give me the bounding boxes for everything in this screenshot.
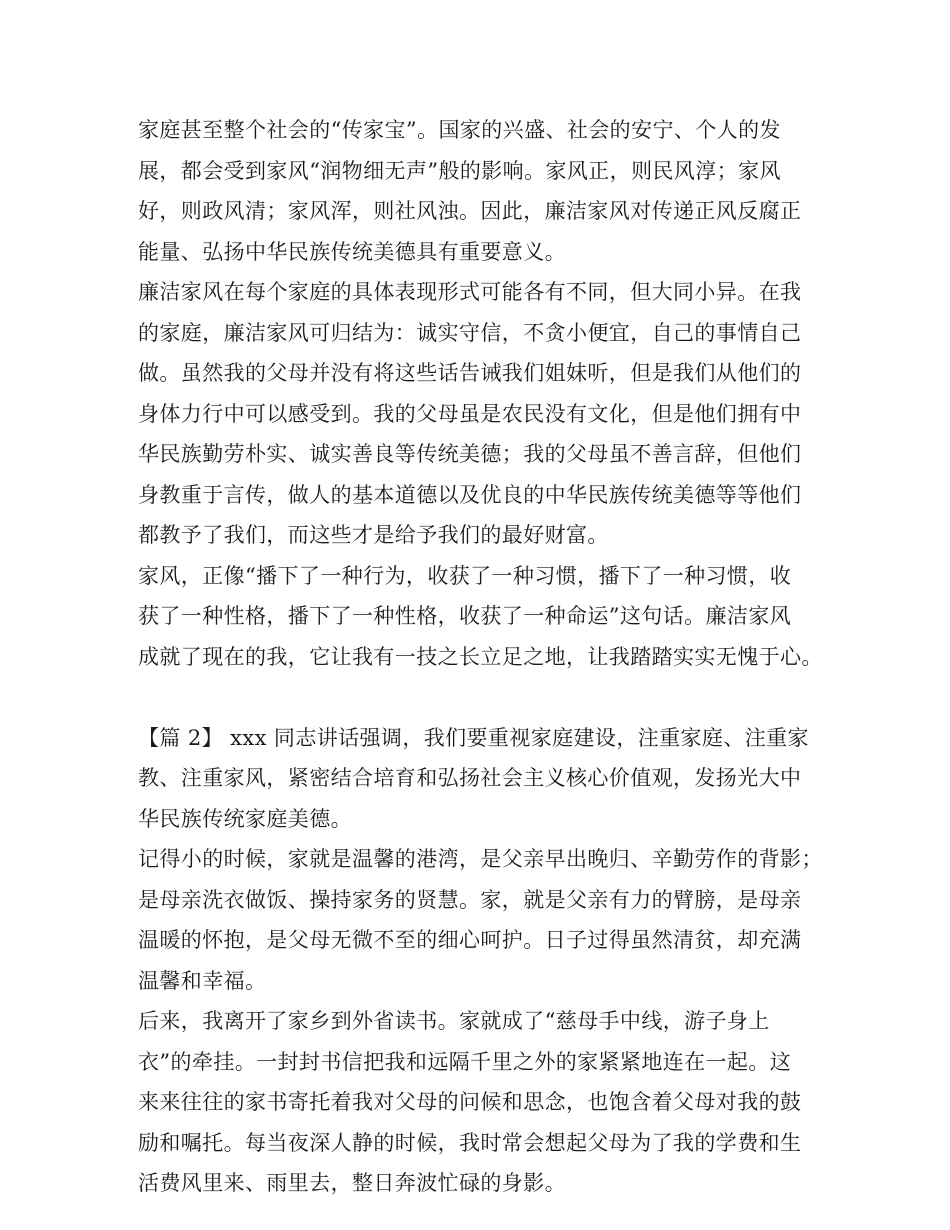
text-line: 教、注重家风，紧密结合培育和弘扬社会主义核心价值观，发扬光大中 [138,766,802,790]
text-line: 衣”的牵挂。一封封书信把我和远隔千里之外的家紧紧地连在一起。这 [138,1049,792,1074]
essay-section-2 [138,718,828,1204]
text-line: 是母亲洗衣做饭、操持家务的贤慧。家，就是父亲有力的臂膀，是母亲 [138,887,802,912]
text-line: 记得小的时候，家就是温馨的港湾，是父亲早出晚归、辛勤劳作的背影； [138,847,823,871]
text-line: 的家庭，廉洁家风可归结为：诚实守信，不贪小便宜，自己的事情自己 [138,320,802,345]
text-line: 身教重于言传，做人的基本道德以及优良的中华民族传统美德等等他们 [138,482,802,507]
document-body [138,110,828,1204]
section-spacer [138,677,828,718]
text-line: 获了一种性格，播下了一种性格，收获了一种命运”这句话。廉洁家风 [138,604,792,628]
text-line: 华民族勤劳朴实、诚实善良等传统美德；我的父母虽不善言辞，但他们 [138,442,802,466]
text-line: 好，则政风清；家风浑，则社风浊。因此，廉洁家风对传递正风反腐正 [138,199,802,223]
section-heading-line: 【篇 2】 xxx 同志讲话强调，我们要重视家庭建设，注重家庭、注重家 [138,725,809,750]
text-line: 都教予了我们，而这些才是给予我们的最好财富。 [138,523,609,547]
text-line: 成就了现在的我，它让我有一技之长立足之地，让我踏踏实实无愧于心。 [138,644,823,669]
text-line: 能量、弘扬中华民族传统美德具有重要意义。 [138,239,566,264]
text-line: 廉洁家风在每个家庭的具体表现形式可能各有不同，但大同小异。在我 [138,280,802,304]
text-line: 来来往往的家书寄托着我对父母的问候和思念，也饱含着父母对我的鼓 [138,1090,802,1114]
text-line: 华民族传统家庭美德。 [138,806,352,831]
text-line: 做。虽然我的父母并没有将这些话告诫我们姐妹听，但是我们从他们的 [138,361,802,385]
text-line: 家庭甚至整个社会的“传家宝”。国家的兴盛、社会的安宁、个人的发 [138,118,781,142]
text-line: 身体力行中可以感受到。我的父母虽是农民没有文化，但是他们拥有中 [138,401,802,426]
text-line: 温暖的怀抱，是父母无微不至的细心呵护。日子过得虽然清贫，却充满 [138,928,802,952]
text-line: 温馨和幸福。 [138,968,267,993]
essay-section-1 [138,110,828,677]
text-line: 展，都会受到家风“润物细无声”般的影响。家风正，则民风淳；家风 [138,158,781,183]
text-line: 励和嘱托。每当夜深人静的时候，我时常会想起父母为了我的学费和生 [138,1130,802,1155]
text-line: 活费风里来、雨里去，整日奔波忙碌的身影。 [138,1171,566,1195]
text-line: 家风，正像“播下了一种行为，收获了一种习惯，播下了一种习惯，收 [138,563,792,588]
text-line: 后来，我离开了家乡到外省读书。家就成了“慈母手中线，游子身上 [138,1009,770,1033]
